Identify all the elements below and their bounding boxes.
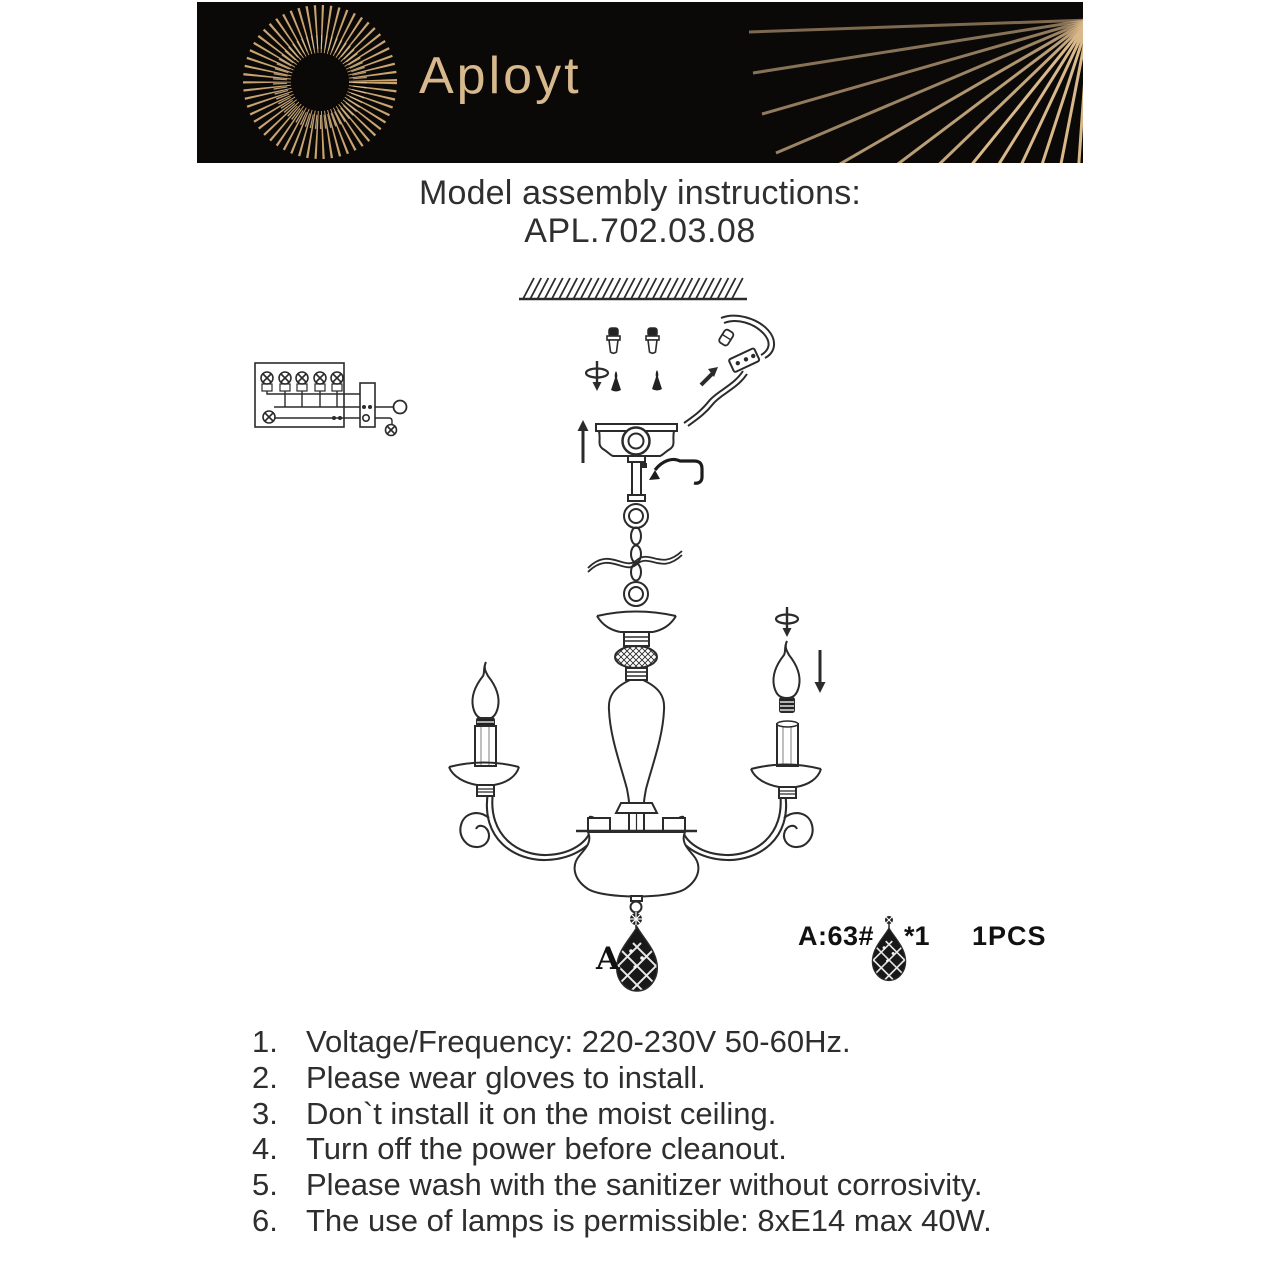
- instruction-text: Voltage/Frequency: 220-230V 50-60Hz.: [306, 1024, 851, 1059]
- instruction-text: Please wash with the sanitizer without corrosivity.: [306, 1167, 983, 1203]
- instruction-number: 3.: [252, 1095, 278, 1131]
- instruction-number: 2.: [252, 1059, 278, 1095]
- pendant-label: A: [595, 941, 621, 977]
- page-title: Model assembly instructions:: [418, 174, 862, 212]
- parts-multiplier: *1: [904, 921, 930, 951]
- chain-wire: [588, 551, 682, 572]
- brand-name: Aployt: [419, 47, 582, 105]
- instruction-item: [252, 1060, 1072, 1096]
- loose-bulb: [773, 641, 799, 712]
- mounting-wire: [684, 316, 774, 426]
- bottom-bowl: [575, 818, 699, 913]
- instructions-list: [252, 1024, 1072, 1239]
- wall-anchor-icons: [607, 328, 659, 353]
- instruction-number: 4.: [252, 1131, 278, 1167]
- instruction-text: Turn off the power before cleanout.: [306, 1131, 787, 1167]
- instruction-text: The use of lamps is permissible: 8xE14 max 40W.: [306, 1202, 992, 1238]
- candle-left: [449, 662, 519, 796]
- model-number: APL.702.03.08: [524, 212, 756, 250]
- instruction-number: 5.: [252, 1167, 278, 1203]
- hanging-rod-chain: [624, 456, 648, 606]
- rotate-icon-bulb: [776, 607, 798, 637]
- parts-quantity: 1PCS: [972, 921, 1047, 951]
- instruction-item: [252, 1024, 1072, 1060]
- instruction-text: Don`t install it on the moist ceiling.: [306, 1095, 777, 1131]
- center-column: [597, 612, 676, 833]
- arrow-up-icon: [578, 420, 589, 463]
- parts-code: A:63#: [798, 921, 875, 951]
- rotate-icon: [586, 361, 608, 391]
- instruction-item: [252, 1096, 1072, 1132]
- instruction-item: [252, 1131, 1072, 1167]
- arrow-down-icon: [815, 650, 826, 693]
- candle-right: [751, 721, 821, 798]
- parts-note: [0, 921, 1280, 961]
- ceiling-hatch: [519, 278, 747, 299]
- canopy: [596, 424, 677, 456]
- instruction-text: Please wear gloves to install.: [306, 1059, 706, 1095]
- mounting-hook-icon: [642, 459, 702, 483]
- instruction-item: [252, 1167, 1072, 1203]
- instruction-number: 1.: [252, 1024, 278, 1059]
- instruction-number: 6.: [252, 1202, 278, 1238]
- instruction-item: [252, 1203, 1072, 1239]
- wiring-schematic: [255, 363, 407, 436]
- screw-icons: [611, 370, 662, 392]
